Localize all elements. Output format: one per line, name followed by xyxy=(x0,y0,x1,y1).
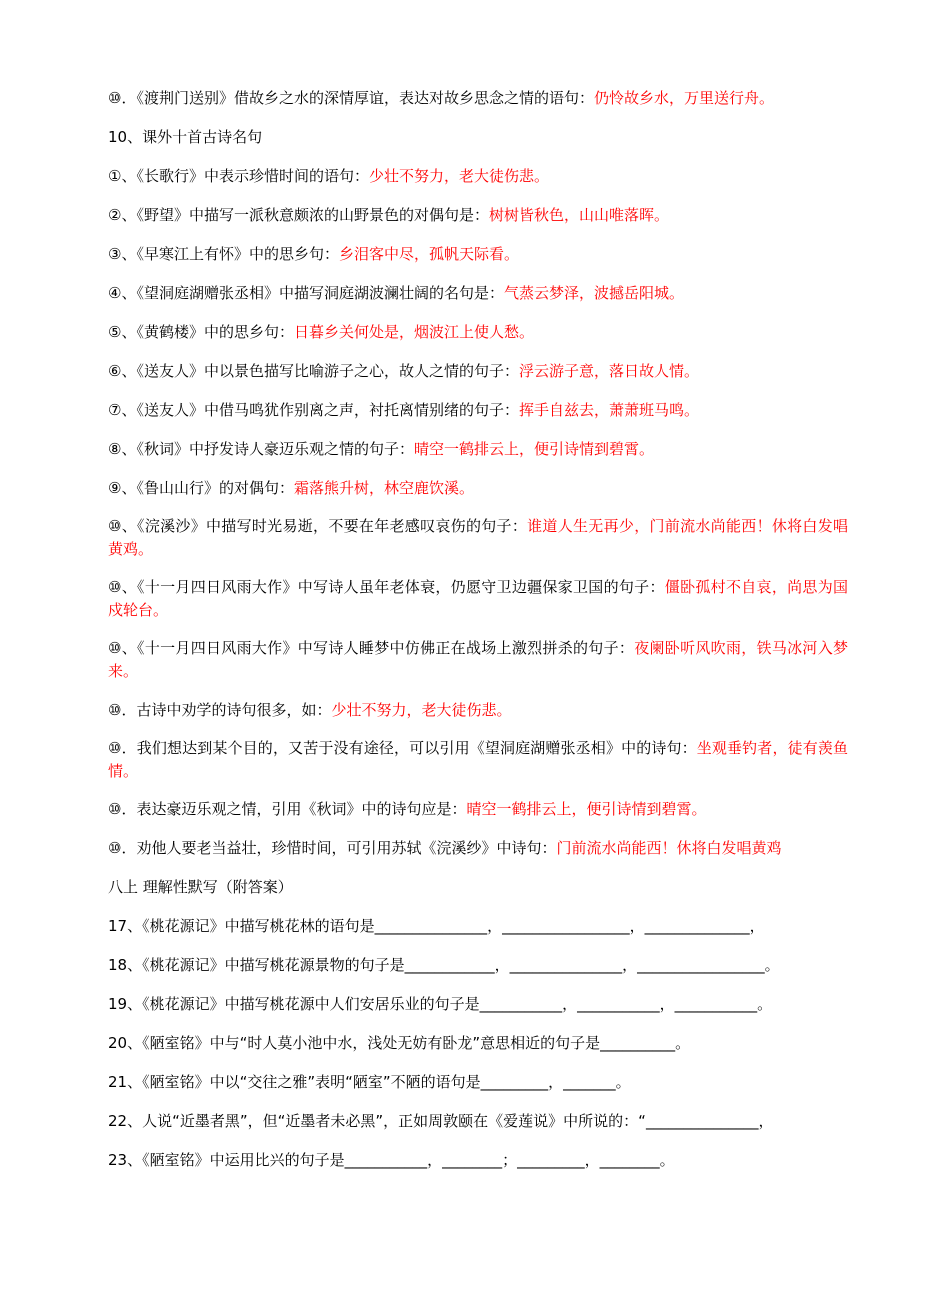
list-item: ⑩．古诗中劝学的诗句很多，如：少壮不努力，老大徒伤悲。 xyxy=(108,701,512,719)
list-item: ⑩．表达豪迈乐观之情，引用《秋词》中的诗句应是：晴空一鹤排云上，便引诗情到碧霄。 xyxy=(108,800,707,818)
blank-question: 20、《陋室铭》中与“时人莫小池中水，浅处无妨有卧龙”意思相近的句子是__________。 xyxy=(108,1034,691,1052)
list-item: ⑤、《黄鹤楼》中的思乡句：日暮乡关何处是，烟波江上使人愁。 xyxy=(108,323,534,341)
blank-question: 17、《桃花源记》中描写桃花林的语句是_______________，_________________，______________， xyxy=(108,917,765,935)
blank-question: 21、《陋室铭》中以“交往之雅”表明“陋室”不陋的语句是_________，_______。 xyxy=(108,1073,631,1091)
list-item: ②、《野望》中描写一派秋意颇浓的山野景色的对偶句是：树树皆秋色，山山唯落晖。 xyxy=(108,206,669,224)
blank-question: 19、《桃花源记》中描写桃花源中人们安居乐业的句子是___________，___________，___________。 xyxy=(108,995,773,1013)
list-item: ⑩、《浣溪沙》中描写时光易逝，不要在年老感叹哀伤的句子：谁道人生无再少，门前流水尚能西！休将白发唱黄鸡。 xyxy=(108,517,848,558)
list-item: ⑩、《十一月四日风雨大作》中写诗人虽年老体衰，仍愿守卫边疆保家卫国的句子：僵卧孤村不自哀，尚思为国戍轮台。 xyxy=(108,578,848,619)
blank-question: 23、《陋室铭》中运用比兴的句子是___________，________；_________，________。 xyxy=(108,1151,675,1169)
section-heading: 10、课外十首古诗名句 xyxy=(108,128,263,146)
list-item: ⑩．劝他人要老当益壮，珍惜时间，可引用苏轼《浣溪纱》中诗句：门前流水尚能西！休将白发唱黄鸡 xyxy=(108,839,782,857)
blank-question: 18、《桃花源记》中描写桃花源景物的句子是____________，_______________，_________________。 xyxy=(108,956,780,974)
list-item: ⑩．《渡荆门送别》借故乡之水的深情厚谊，表达对故乡思念之情的语句：仍怜故乡水，万里送行舟。 xyxy=(108,89,774,107)
list-item: ⑥、《送友人》中以景色描写比喻游子之心，故人之情的句子：浮云游子意，落日故人情。 xyxy=(108,362,699,380)
list-item: ⑩、《十一月四日风雨大作》中写诗人睡梦中仿佛正在战场上激烈拼杀的句子：夜阑卧听风吹雨，铁马冰河入梦来。 xyxy=(108,639,848,680)
list-item: ⑧、《秋词》中抒发诗人豪迈乐观之情的句子：晴空一鹤排云上，便引诗情到碧霄。 xyxy=(108,440,654,458)
list-item: ⑦、《送友人》中借马鸣犹作别离之声，衬托离情别绪的句子：挥手自兹去，萧萧班马鸣。 xyxy=(108,401,699,419)
section-title: 八上 理解性默写（附答案） xyxy=(108,878,293,896)
list-item: ⑨、《鲁山山行》的对偶句：霜落熊升树，林空鹿饮溪。 xyxy=(108,479,474,497)
list-item: ③、《早寒江上有怀》中的思乡句：乡泪客中尽，孤帆天际看。 xyxy=(108,245,519,263)
list-item: ⑩．我们想达到某个目的，又苦于没有途径，可以引用《望洞庭湖赠张丞相》中的诗句：坐观垂钓者，徒有羡鱼情。 xyxy=(108,739,848,780)
blank-question: 22、人说“近墨者黑”，但“近墨者未必黑”，正如周敦颐在《爱莲说》中所说的：“_______________， xyxy=(108,1112,774,1130)
list-item: ①、《长歌行》中表示珍惜时间的语句：少壮不努力，老大徒伤悲。 xyxy=(108,167,549,185)
list-item: ④、《望洞庭湖赠张丞相》中描写洞庭湖波澜壮阔的名句是：气蒸云梦泽，波撼岳阳城。 xyxy=(108,284,684,302)
